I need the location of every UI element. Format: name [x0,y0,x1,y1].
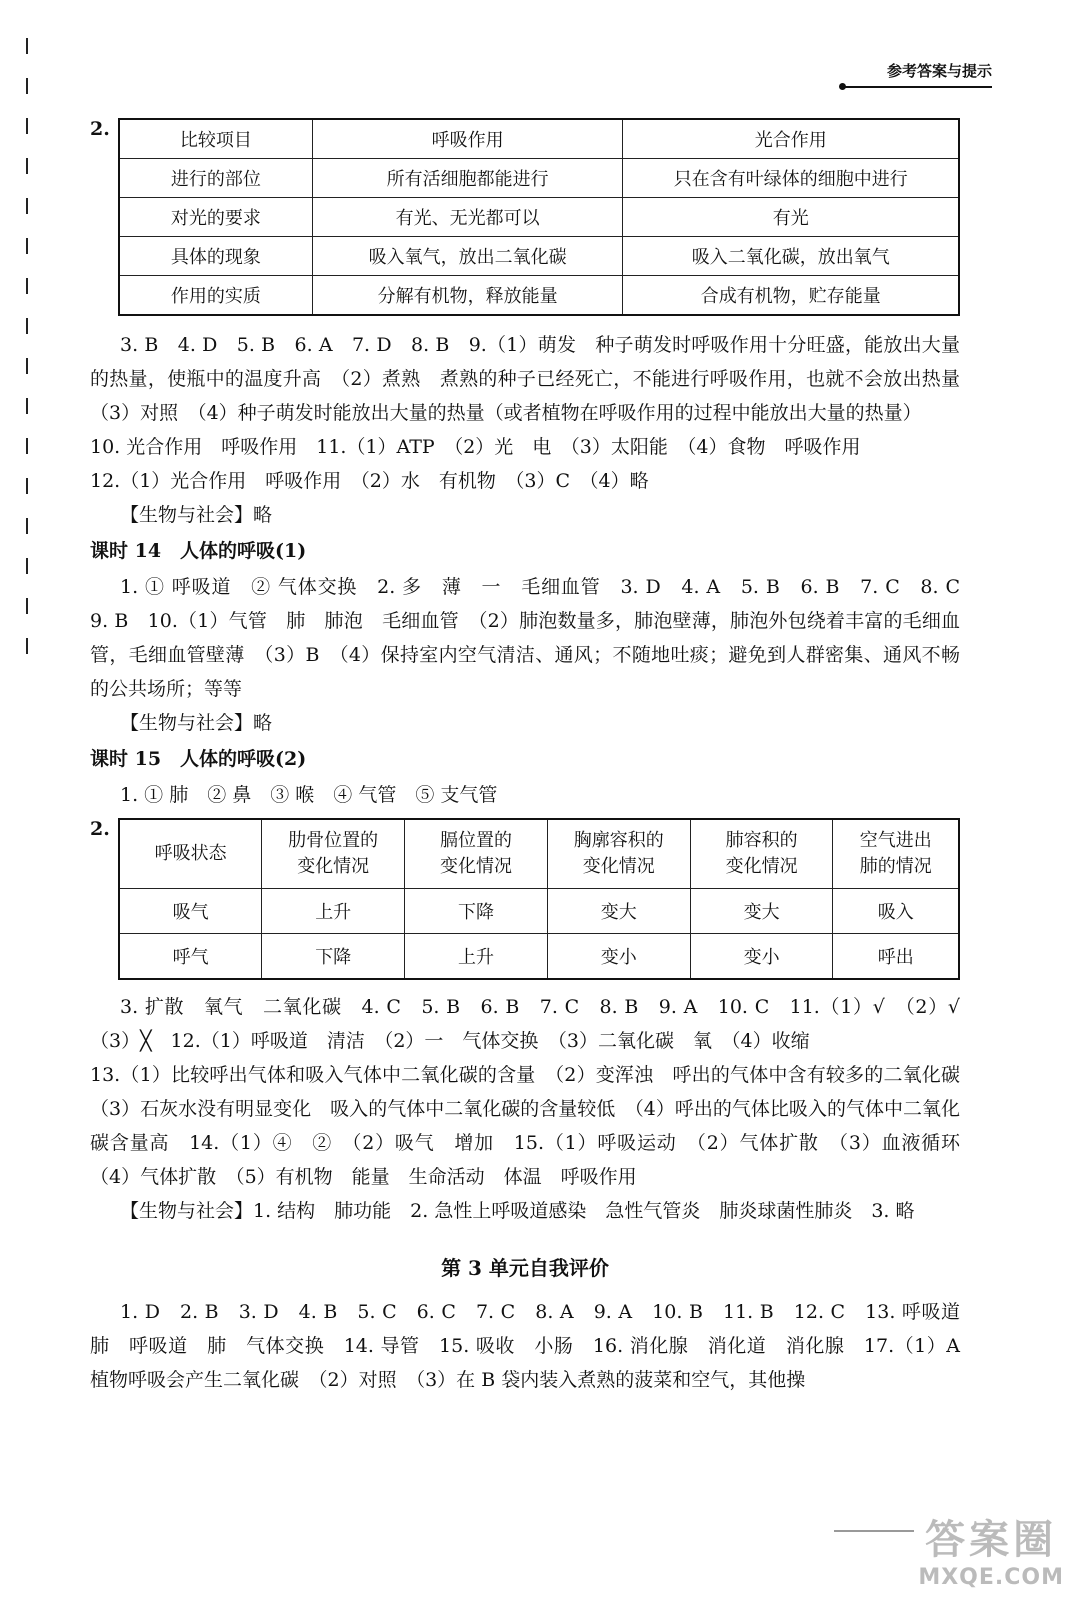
table-cell: 下降 [405,889,548,934]
table-cell: 具体的现象 [119,237,312,276]
respiration-photosynthesis-table [118,118,960,316]
unit-3-title: 第 3 单元自我评价 [441,1256,609,1280]
table-cell: 对光的要求 [119,198,312,237]
answer-paragraph: 12.（1）光合作用 呼吸作用 （2）水 有机物 （3）C （4）略 [90,470,649,492]
table-cell: 变大 [690,889,833,934]
watermark-url: MXQE.COM [918,1565,1064,1590]
table-cell: 分解有机物，释放能量 [312,276,623,316]
table-cell: 所有活细胞都能进行 [312,159,623,198]
table-row [119,159,959,198]
q2-label: 2. [90,118,110,140]
table-header-row [119,119,959,159]
breathing-table-block [90,818,960,980]
table-header-cell: 空气进出 肺的情况 [833,819,959,889]
table-header-cell: 肋骨位置的 变化情况 [262,819,405,889]
table-header-cell: 呼吸作用 [312,119,623,159]
answer-paragraph: 13.（1）比较呼出气体和吸入气体中二氧化碳的含量 （2）变浑浊 呼出的气体中含有较多的二氧化碳 （3）石灰水没有明显变化 吸入的气体中二氧化碳的含量较低 （4）呼出的气体比吸入的气体中二氧化碳含量高 14.（1）④ ② （2）吸气 增加 15.（1）呼吸运动 （2）气体扩散 （3）血液循环 （4）气体扩散 （5）有机物 能量 生命活动 体温 呼吸作用 [90,1064,980,1188]
site-watermark [918,1508,1064,1590]
table-cell: 只在含有叶绿体的细胞中进行 [623,159,959,198]
society-note: 【生物与社会】1. 结构 肺功能 2. 急性上呼吸道感染 急性气管炎 肺炎球菌性肺炎 3. 略 [120,1200,915,1222]
table-header-cell: 膈位置的 变化情况 [405,819,548,889]
lesson-15-title: 课时 15 人体的呼吸(2) [90,748,307,770]
table-header-cell: 胸廓容积的 变化情况 [547,819,690,889]
binding-marks [26,38,29,678]
q2-comparison-table-block [90,118,960,316]
table-cell: 吸入 [833,889,959,934]
table-cell: 变大 [547,889,690,934]
answer-paragraph: 1. ① 呼吸道 ② 气体交换 2. 多 薄 一 毛细血管 3. D 4. A 5. B 6. B 7. C 8. C 9. B 10.（1）气管 肺 肺泡 毛细血管 （2）肺泡数量多，肺泡壁薄，肺泡外包绕着丰富的毛细血管，毛细血管壁薄 （3）B （4）保持室内空气清洁、通风；不随地吐痰；避免到人群密集、通风不畅的公共场所；等等 [90,576,980,700]
table-row [119,889,959,934]
watermark-logo-text: 答案圈 [925,1517,1058,1563]
table-cell: 上升 [405,934,548,980]
table-cell: 呼出 [833,934,959,980]
answer-paragraph: 1. ① 肺 ② 鼻 ③ 喉 ④ 气管 ⑤ 支气管 [120,784,498,806]
table-cell: 吸入氧气，放出二氧化碳 [312,237,623,276]
page-content [90,118,980,1397]
table-cell: 下降 [262,934,405,980]
q2-label: 2. [90,818,110,840]
answer-paragraph: 3. B 4. D 5. B 6. A 7. D 8. B 9.（1）萌发 种子萌发时呼吸作用十分旺盛，能放出大量的热量，使瓶中的温度升高 （2）煮熟 煮熟的种子已经死亡，不能进行呼吸作用，也就不会放出热量 （3）对照 （4）种子萌发时能放出大量的热量（或者植物在呼吸作用的过程中能放出大量的热量） [90,334,980,424]
table-cell: 有光、无光都可以 [312,198,623,237]
table-cell: 变小 [547,934,690,980]
running-header: 参考答案与提示 [886,62,992,80]
table-row [119,198,959,237]
table-cell: 进行的部位 [119,159,312,198]
table-cell: 吸入二氧化碳，放出氧气 [623,237,959,276]
table-row [119,237,959,276]
society-note: 【生物与社会】略 [120,504,273,526]
table-cell: 有光 [623,198,959,237]
answer-paragraph: 1. D 2. B 3. D 4. B 5. C 6. C 7. C 8. A 9. A 10. B 11. B 12. C 13. 呼吸道 肺 呼吸道 肺 气体交换 14. 导管 15. 吸收 小肠 16. 消化腺 消化道 消化腺 17.（1）A 植物呼吸会产生二氧化碳 （2）对照 （3）在 B 袋内装入煮熟的菠菜和空气，其他操 [90,1301,980,1391]
breathing-state-table [118,818,960,980]
answer-paragraph: 10. 光合作用 呼吸作用 11.（1）ATP （2）光 电 （3）太阳能 （4）食物 呼吸作用 [90,436,861,458]
table-row [119,276,959,316]
table-header-cell: 肺容积的 变化情况 [690,819,833,889]
society-note: 【生物与社会】略 [120,712,273,734]
table-row [119,934,959,980]
table-header-cell: 比较项目 [119,119,312,159]
table-cell: 合成有机物，贮存能量 [623,276,959,316]
table-header-row [119,819,959,889]
footer-rule [834,1530,914,1532]
table-cell: 吸气 [119,889,262,934]
table-header-cell: 光合作用 [623,119,959,159]
table-header-cell: 呼吸状态 [119,819,262,889]
answer-paragraph: 3. 扩散 氧气 二氧化碳 4. C 5. B 6. B 7. C 8. B 9. A 10. C 11.（1）√ （2）√ （3）╳ 12.（1）呼吸道 清洁 （2）一 气体交换 （3）二氧化碳 氧 （4）收缩 [90,996,980,1052]
table-cell: 上升 [262,889,405,934]
lesson-14-title: 课时 14 人体的呼吸(1) [90,540,307,562]
header-rule [842,86,992,88]
table-cell: 呼气 [119,934,262,980]
table-cell: 作用的实质 [119,276,312,316]
table-cell: 变小 [690,934,833,980]
